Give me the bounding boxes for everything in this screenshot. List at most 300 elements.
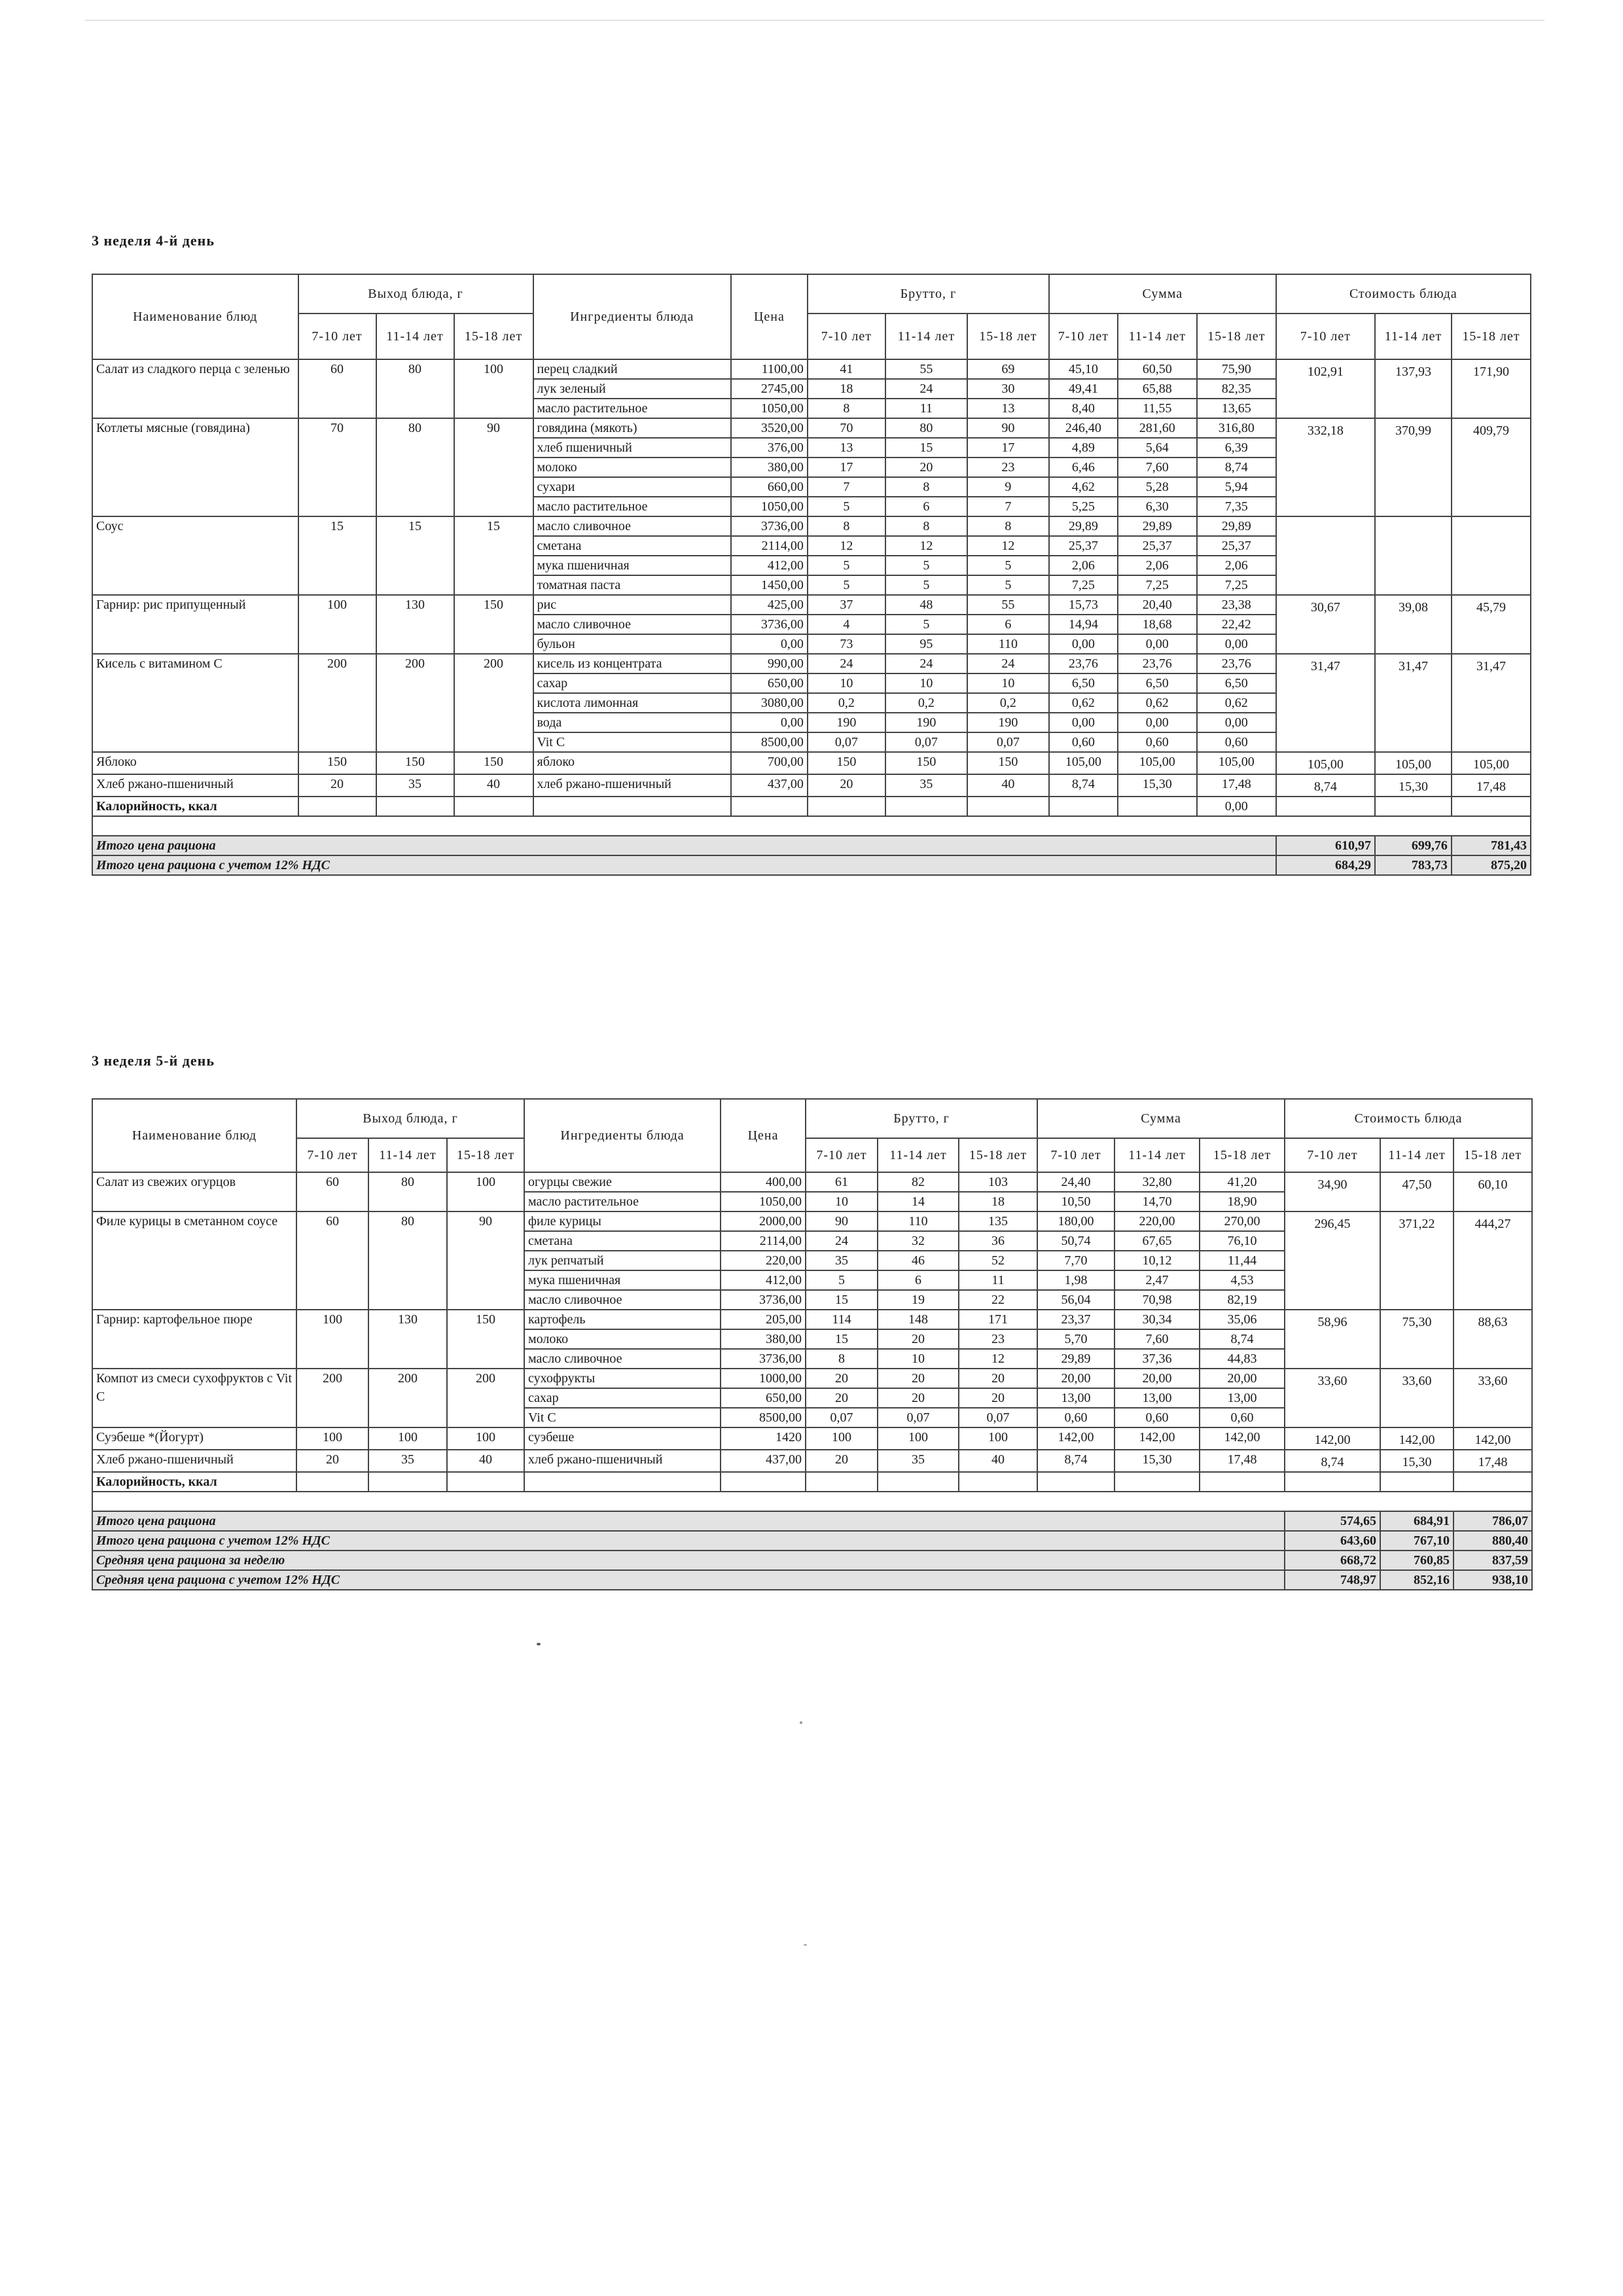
- ingredient-name: масло сливочное: [524, 1290, 721, 1310]
- total-label: Итого цена рациона с учетом 12% НДС: [92, 855, 1276, 875]
- dish-output: 100: [298, 595, 376, 654]
- total-row: [92, 836, 1531, 855]
- brutto-value: 35: [878, 1450, 959, 1472]
- hdr-age: 15-18 лет: [1454, 1138, 1532, 1172]
- dish-output: 20: [298, 774, 376, 797]
- brutto-value: 8: [885, 516, 967, 536]
- sum-value: 37,36: [1115, 1349, 1200, 1369]
- brutto-value: 55: [967, 595, 1049, 615]
- sum-value: 17,48: [1197, 774, 1276, 797]
- dish-output: 100: [296, 1310, 368, 1369]
- ingredient-price: 3080,00: [731, 693, 808, 713]
- total-value: 699,76: [1375, 836, 1452, 855]
- hdr-sum: Сумма: [1037, 1099, 1285, 1138]
- sum-value: 5,70: [1037, 1329, 1115, 1349]
- brutto-value: 8: [967, 516, 1049, 536]
- dish-name: Салат из сладкого перца с зеленью: [92, 359, 298, 418]
- ingredient-name: яблоко: [533, 752, 731, 774]
- sum-value: 10,50: [1037, 1192, 1115, 1211]
- sum-value: 82,35: [1197, 379, 1276, 399]
- brutto-value: 100: [959, 1427, 1037, 1450]
- sum-value: 5,28: [1118, 477, 1197, 497]
- sum-value: 15,30: [1118, 774, 1197, 797]
- brutto-value: 5: [885, 556, 967, 575]
- brutto-value: 10: [878, 1349, 959, 1369]
- brutto-value: 20: [885, 457, 967, 477]
- brutto-value: 82: [878, 1172, 959, 1192]
- dish-name: Хлеб ржано-пшеничный: [92, 1450, 296, 1472]
- sum-value: 14,94: [1049, 615, 1118, 634]
- dish-output: 200: [376, 654, 454, 752]
- hdr-price: Цена: [721, 1099, 806, 1172]
- brutto-value: 5: [808, 575, 885, 595]
- ingredient-price: 1050,00: [721, 1192, 806, 1211]
- hdr-dish: Наименование блюд: [92, 274, 298, 359]
- brutto-value: 8: [808, 516, 885, 536]
- brutto-value: 110: [967, 634, 1049, 654]
- hdr-age: 7-10 лет: [808, 314, 885, 359]
- brutto-value: 13: [808, 438, 885, 457]
- total-label: Итого цена рациона: [92, 836, 1276, 855]
- brutto-value: 19: [878, 1290, 959, 1310]
- brutto-value: 20: [806, 1450, 878, 1472]
- sum-value: 246,40: [1049, 418, 1118, 438]
- total-value: 852,16: [1380, 1570, 1454, 1590]
- sum-value: 4,62: [1049, 477, 1118, 497]
- sum-value: 15,30: [1115, 1450, 1200, 1472]
- sum-value: 1,98: [1037, 1270, 1115, 1290]
- hdr-age: 11-14 лет: [1115, 1138, 1200, 1172]
- brutto-value: 150: [808, 752, 885, 774]
- hdr-brutto: Брутто, г: [806, 1099, 1037, 1138]
- ingredient-name: молоко: [524, 1329, 721, 1349]
- total-value: 684,29: [1276, 855, 1375, 875]
- sum-value: 6,50: [1049, 673, 1118, 693]
- ingredient-name: Vit C: [524, 1408, 721, 1427]
- day5-dish-rows: [92, 1172, 1532, 1472]
- sum-value: 50,74: [1037, 1231, 1115, 1251]
- brutto-value: 17: [808, 457, 885, 477]
- sum-value: 32,80: [1115, 1172, 1200, 1192]
- ingredient-name: бульон: [533, 634, 731, 654]
- dish-cost: 33,60: [1285, 1369, 1380, 1427]
- sum-value: 270,00: [1200, 1211, 1285, 1231]
- sum-value: 142,00: [1200, 1427, 1285, 1450]
- dish-cost: 142,00: [1454, 1427, 1532, 1450]
- dish-name: Хлеб ржано-пшеничный: [92, 774, 298, 797]
- brutto-value: 6: [885, 497, 967, 516]
- dish-output: 60: [298, 359, 376, 418]
- sum-value: 23,76: [1118, 654, 1197, 673]
- sum-value: 0,00: [1118, 634, 1197, 654]
- dish-output: 90: [454, 418, 533, 516]
- brutto-value: 24: [808, 654, 885, 673]
- hdr-age: 7-10 лет: [296, 1138, 368, 1172]
- scan-speck: [537, 1643, 541, 1645]
- hdr-cost: Стоимость блюда: [1276, 274, 1531, 314]
- brutto-value: 190: [808, 713, 885, 732]
- ingredient-price: 990,00: [731, 654, 808, 673]
- ingredient-row: [92, 774, 1531, 797]
- dish-cost: 409,79: [1452, 418, 1531, 516]
- sum-value: 8,74: [1037, 1450, 1115, 1472]
- sum-value: 25,37: [1049, 536, 1118, 556]
- ingredient-price: 412,00: [731, 556, 808, 575]
- ingredient-name: перец сладкий: [533, 359, 731, 379]
- sum-value: 0,60: [1200, 1408, 1285, 1427]
- dish-output: 100: [296, 1427, 368, 1450]
- ingredient-price: 425,00: [731, 595, 808, 615]
- dish-cost: 171,90: [1452, 359, 1531, 418]
- brutto-value: 12: [967, 536, 1049, 556]
- day4-title: 3 неделя 4-й день: [92, 232, 215, 249]
- dish-cost: 58,96: [1285, 1310, 1380, 1369]
- sum-value: 142,00: [1037, 1427, 1115, 1450]
- total-label: Средняя цена рациона за неделю: [92, 1551, 1285, 1570]
- dish-output: 200: [298, 654, 376, 752]
- sum-value: 76,10: [1200, 1231, 1285, 1251]
- dish-cost: 33,60: [1454, 1369, 1532, 1427]
- sum-value: 20,40: [1118, 595, 1197, 615]
- ingredient-name: картофель: [524, 1310, 721, 1329]
- brutto-value: 5: [806, 1270, 878, 1290]
- brutto-value: 95: [885, 634, 967, 654]
- sum-value: 25,37: [1118, 536, 1197, 556]
- total-row: [92, 855, 1531, 875]
- ingredient-name: масло растительное: [533, 399, 731, 418]
- brutto-value: 70: [808, 418, 885, 438]
- brutto-value: 10: [885, 673, 967, 693]
- sum-value: 0,00: [1049, 634, 1118, 654]
- brutto-value: 5: [967, 575, 1049, 595]
- total-value: 938,10: [1454, 1570, 1532, 1590]
- sum-value: 49,41: [1049, 379, 1118, 399]
- hdr-age: 11-14 лет: [885, 314, 967, 359]
- brutto-value: 30: [967, 379, 1049, 399]
- dish-output: 90: [447, 1211, 524, 1310]
- sum-value: 316,80: [1197, 418, 1276, 438]
- brutto-value: 69: [967, 359, 1049, 379]
- ingredient-price: 220,00: [721, 1251, 806, 1270]
- brutto-value: 148: [878, 1310, 959, 1329]
- brutto-value: 0,07: [808, 732, 885, 752]
- brutto-value: 6: [967, 615, 1049, 634]
- total-value: 574,65: [1285, 1511, 1380, 1531]
- ingredient-row: [92, 516, 1531, 536]
- ingredient-price: 2114,00: [731, 536, 808, 556]
- brutto-value: 18: [808, 379, 885, 399]
- ingredient-price: 1050,00: [731, 399, 808, 418]
- sum-value: 6,46: [1049, 457, 1118, 477]
- brutto-value: 20: [806, 1388, 878, 1408]
- brutto-value: 22: [959, 1290, 1037, 1310]
- dish-output: 80: [368, 1211, 447, 1310]
- sum-value: 41,20: [1200, 1172, 1285, 1192]
- hdr-ingredients: Ингредиенты блюда: [524, 1099, 721, 1172]
- hdr-age: 15-18 лет: [1452, 314, 1531, 359]
- ingredient-name: хлеб ржано-пшеничный: [524, 1450, 721, 1472]
- total-row: [92, 1511, 1532, 1531]
- ingredient-name: вода: [533, 713, 731, 732]
- dish-cost: [1452, 516, 1531, 595]
- brutto-value: 24: [806, 1231, 878, 1251]
- dish-cost: 31,47: [1452, 654, 1531, 752]
- hdr-age: 15-18 лет: [959, 1138, 1037, 1172]
- sum-value: 7,25: [1197, 575, 1276, 595]
- sum-value: 0,60: [1049, 732, 1118, 752]
- dish-cost: 105,00: [1375, 752, 1452, 774]
- total-value: 748,97: [1285, 1570, 1380, 1590]
- sum-value: 105,00: [1118, 752, 1197, 774]
- day5-title: 3 неделя 5-й день: [92, 1052, 215, 1069]
- hdr-age: 11-14 лет: [1380, 1138, 1454, 1172]
- brutto-value: 0,07: [959, 1408, 1037, 1427]
- sum-value: 0,60: [1115, 1408, 1200, 1427]
- ingredient-row: [92, 359, 1531, 379]
- hdr-age: 11-14 лет: [878, 1138, 959, 1172]
- ingredient-row: [92, 1427, 1532, 1450]
- dish-cost: 75,30: [1380, 1310, 1454, 1369]
- hdr-output: Выход блюда, г: [296, 1099, 524, 1138]
- brutto-value: 12: [808, 536, 885, 556]
- ingredient-price: 1000,00: [721, 1369, 806, 1388]
- ingredient-name: сухофрукты: [524, 1369, 721, 1388]
- sum-value: 29,89: [1197, 516, 1276, 536]
- ingredient-price: 0,00: [731, 634, 808, 654]
- brutto-value: 90: [806, 1211, 878, 1231]
- brutto-value: 24: [967, 654, 1049, 673]
- ingredient-name: лук зеленый: [533, 379, 731, 399]
- sum-value: 6,30: [1118, 497, 1197, 516]
- brutto-value: 9: [967, 477, 1049, 497]
- sum-value: 20,00: [1115, 1369, 1200, 1388]
- ingredient-name: сахар: [524, 1388, 721, 1408]
- ingredient-price: 3736,00: [731, 615, 808, 634]
- sum-value: 5,94: [1197, 477, 1276, 497]
- sum-value: 0,62: [1049, 693, 1118, 713]
- dish-name: Кисель с витамином С: [92, 654, 298, 752]
- sum-value: 25,37: [1197, 536, 1276, 556]
- sum-value: 65,88: [1118, 379, 1197, 399]
- brutto-value: 6: [878, 1270, 959, 1290]
- ingredient-price: 437,00: [721, 1450, 806, 1472]
- sum-value: 2,06: [1197, 556, 1276, 575]
- brutto-value: 37: [808, 595, 885, 615]
- dish-name: Соус: [92, 516, 298, 595]
- dish-name: Филе курицы в сметанном соусе: [92, 1211, 296, 1310]
- brutto-value: 24: [885, 654, 967, 673]
- dish-output: 35: [376, 774, 454, 797]
- brutto-value: 15: [806, 1329, 878, 1349]
- dish-cost: 60,10: [1454, 1172, 1532, 1211]
- dish-cost: 137,93: [1375, 359, 1452, 418]
- dish-cost: 105,00: [1276, 752, 1375, 774]
- brutto-value: 8: [806, 1349, 878, 1369]
- brutto-value: 61: [806, 1172, 878, 1192]
- sum-value: 30,34: [1115, 1310, 1200, 1329]
- sum-value: 0,60: [1037, 1408, 1115, 1427]
- sum-value: 44,83: [1200, 1349, 1285, 1369]
- hdr-age: 11-14 лет: [376, 314, 454, 359]
- brutto-value: 55: [885, 359, 967, 379]
- brutto-value: 10: [806, 1192, 878, 1211]
- ingredient-name: масло сливочное: [533, 615, 731, 634]
- brutto-value: 20: [959, 1369, 1037, 1388]
- brutto-value: 18: [959, 1192, 1037, 1211]
- ingredient-name: сухари: [533, 477, 731, 497]
- hdr-age: 15-18 лет: [967, 314, 1049, 359]
- brutto-value: 8: [808, 399, 885, 418]
- brutto-value: 12: [885, 536, 967, 556]
- dish-cost: 88,63: [1454, 1310, 1532, 1369]
- ingredient-price: 8500,00: [721, 1408, 806, 1427]
- brutto-value: 103: [959, 1172, 1037, 1192]
- hdr-price: Цена: [731, 274, 808, 359]
- brutto-value: 135: [959, 1211, 1037, 1231]
- sum-value: 4,89: [1049, 438, 1118, 457]
- ingredient-name: мука пшеничная: [524, 1270, 721, 1290]
- sum-value: 29,89: [1118, 516, 1197, 536]
- sum-value: 23,38: [1197, 595, 1276, 615]
- brutto-value: 150: [967, 752, 1049, 774]
- brutto-value: 11: [885, 399, 967, 418]
- sum-value: 4,53: [1200, 1270, 1285, 1290]
- brutto-value: 5: [808, 556, 885, 575]
- brutto-value: 52: [959, 1251, 1037, 1270]
- sum-value: 20,00: [1037, 1369, 1115, 1388]
- scan-speck: [804, 1944, 807, 1946]
- day5-table: [92, 1098, 1533, 1590]
- sum-value: 6,39: [1197, 438, 1276, 457]
- sum-value: 0,60: [1118, 732, 1197, 752]
- dish-cost: 31,47: [1276, 654, 1375, 752]
- ingredient-row: [92, 1310, 1532, 1329]
- brutto-value: 20: [878, 1369, 959, 1388]
- ingredient-name: масло растительное: [524, 1192, 721, 1211]
- dish-name: Салат из свежих огурцов: [92, 1172, 296, 1211]
- ingredient-price: 2745,00: [731, 379, 808, 399]
- ingredient-name: масло сливочное: [533, 516, 731, 536]
- ingredient-price: 650,00: [721, 1388, 806, 1408]
- dish-output: 100: [368, 1427, 447, 1450]
- hdr-age: 11-14 лет: [1375, 314, 1452, 359]
- ingredient-price: 3736,00: [721, 1349, 806, 1369]
- dish-cost: 371,22: [1380, 1211, 1454, 1310]
- brutto-value: 11: [959, 1270, 1037, 1290]
- ingredient-price: 1050,00: [731, 497, 808, 516]
- brutto-value: 8: [885, 477, 967, 497]
- brutto-value: 73: [808, 634, 885, 654]
- brutto-value: 80: [885, 418, 967, 438]
- brutto-value: 46: [878, 1251, 959, 1270]
- sum-value: 70,98: [1115, 1290, 1200, 1310]
- ingredient-name: говядина (мякоть): [533, 418, 731, 438]
- ingredient-row: [92, 1172, 1532, 1192]
- dish-cost: 34,90: [1285, 1172, 1380, 1211]
- dish-name: Гарнир: картофельное пюре: [92, 1310, 296, 1369]
- sum-value: 5,25: [1049, 497, 1118, 516]
- brutto-value: 90: [967, 418, 1049, 438]
- ingredient-row: [92, 1450, 1532, 1472]
- dish-output: 15: [298, 516, 376, 595]
- sum-value: 0,60: [1197, 732, 1276, 752]
- calories-label: Калорийность, ккал: [92, 797, 298, 816]
- hdr-ingredients: Ингредиенты блюда: [533, 274, 731, 359]
- brutto-value: 35: [885, 774, 967, 797]
- sum-value: 2,06: [1118, 556, 1197, 575]
- sum-value: 0,62: [1118, 693, 1197, 713]
- dish-cost: [1375, 516, 1452, 595]
- day5-footer: [92, 1472, 1532, 1590]
- hdr-age: 15-18 лет: [447, 1138, 524, 1172]
- hdr-output: Выход блюда, г: [298, 274, 533, 314]
- scan-speck: [800, 1721, 802, 1724]
- dish-output: 80: [376, 418, 454, 516]
- calories-value: [1200, 1472, 1285, 1492]
- total-label: Средняя цена рациона с учетом 12% НДС: [92, 1570, 1285, 1590]
- dish-cost: 102,91: [1276, 359, 1375, 418]
- total-value: 760,85: [1380, 1551, 1454, 1570]
- dish-name: Котлеты мясные (говядина): [92, 418, 298, 516]
- sum-value: 14,70: [1115, 1192, 1200, 1211]
- sum-value: 22,42: [1197, 615, 1276, 634]
- ingredient-price: 1100,00: [731, 359, 808, 379]
- ingredient-price: 2000,00: [721, 1211, 806, 1231]
- sum-value: 7,25: [1049, 575, 1118, 595]
- brutto-value: 35: [806, 1251, 878, 1270]
- total-value: 880,40: [1454, 1531, 1532, 1551]
- ingredient-row: [92, 1369, 1532, 1388]
- ingredient-price: 2114,00: [721, 1231, 806, 1251]
- dish-output: 60: [296, 1211, 368, 1310]
- ingredient-row: [92, 1211, 1532, 1231]
- ingredient-price: 380,00: [721, 1329, 806, 1349]
- sum-value: 11,55: [1118, 399, 1197, 418]
- brutto-value: 24: [885, 379, 967, 399]
- brutto-value: 0,07: [967, 732, 1049, 752]
- calories-label: Калорийность, ккал: [92, 1472, 296, 1492]
- total-value: 837,59: [1454, 1551, 1532, 1570]
- brutto-value: 5: [885, 615, 967, 634]
- hdr-dish: Наименование блюд: [92, 1099, 296, 1172]
- dish-cost: 296,45: [1285, 1211, 1380, 1310]
- brutto-value: 23: [959, 1329, 1037, 1349]
- brutto-value: 0,07: [885, 732, 967, 752]
- sum-value: 0,00: [1118, 713, 1197, 732]
- dish-output: 15: [376, 516, 454, 595]
- sum-value: 0,00: [1197, 634, 1276, 654]
- calories-value: 0,00: [1197, 797, 1276, 816]
- sum-value: 13,00: [1037, 1388, 1115, 1408]
- brutto-value: 13: [967, 399, 1049, 418]
- brutto-value: 17: [967, 438, 1049, 457]
- brutto-value: 110: [878, 1211, 959, 1231]
- day4-dish-rows: [92, 359, 1531, 797]
- hdr-brutto: Брутто, г: [808, 274, 1049, 314]
- sum-value: 23,76: [1049, 654, 1118, 673]
- sum-value: 220,00: [1115, 1211, 1200, 1231]
- brutto-value: 0,2: [967, 693, 1049, 713]
- hdr-age: 15-18 лет: [1200, 1138, 1285, 1172]
- hdr-age: 15-18 лет: [454, 314, 533, 359]
- sum-value: 7,60: [1118, 457, 1197, 477]
- sum-value: 6,50: [1118, 673, 1197, 693]
- scan-page-edge: [85, 20, 1544, 21]
- dish-cost: 45,79: [1452, 595, 1531, 654]
- ingredient-row: [92, 418, 1531, 438]
- ingredient-price: 3736,00: [731, 516, 808, 536]
- sum-value: 180,00: [1037, 1211, 1115, 1231]
